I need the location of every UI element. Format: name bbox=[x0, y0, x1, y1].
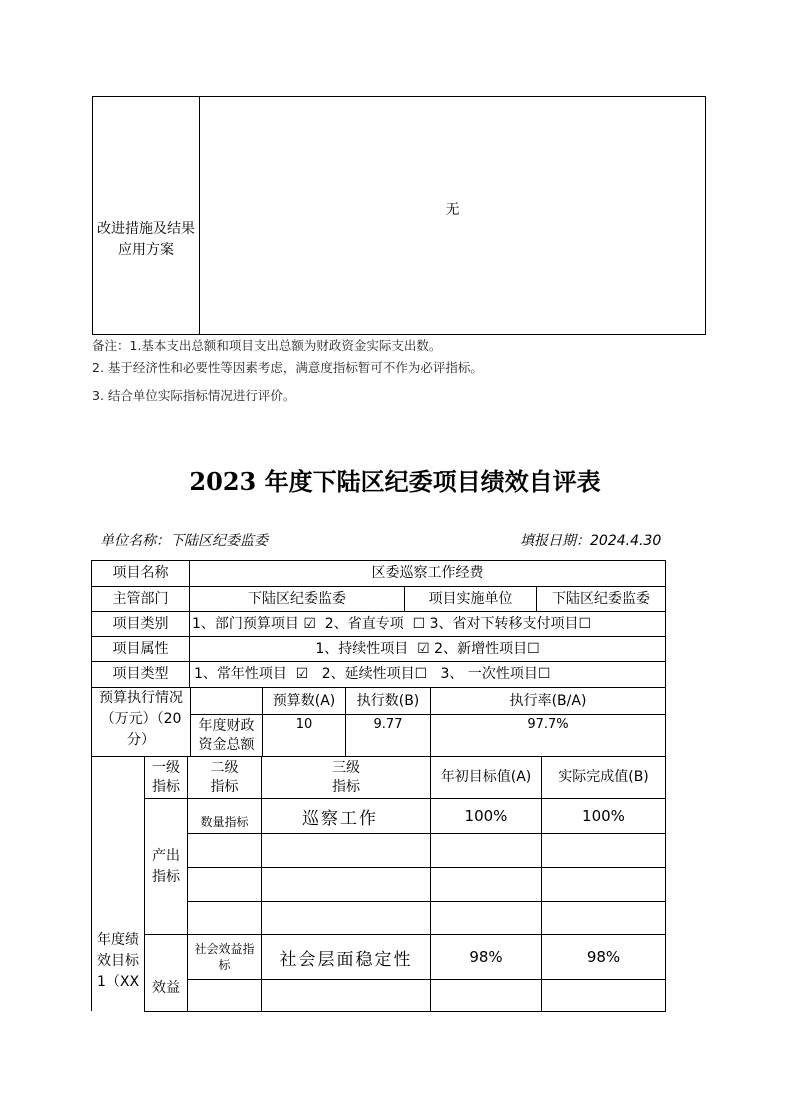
perf-h3-text: 三级指标 bbox=[332, 759, 360, 795]
perf-h1 bbox=[145, 757, 187, 798]
rate-value: 97.7% bbox=[527, 717, 569, 732]
perf-h2-text: 二级指标 bbox=[210, 759, 239, 795]
fill-date: 填报日期：2024.4.30 bbox=[520, 533, 662, 549]
perf-h3 bbox=[262, 757, 430, 798]
improvement-content-text: 无 bbox=[445, 201, 460, 218]
unit-name: 单位名称：下陆区纪委监委 bbox=[100, 533, 268, 549]
perf-h4-text: 年初目标值(A) bbox=[440, 769, 532, 785]
type-label: 项目类型 bbox=[112, 666, 169, 682]
dept-label: 主管部门 bbox=[112, 590, 169, 607]
perf-h5 bbox=[542, 757, 665, 798]
note-line-3: 3. 结合单位实际指标情况进行评价。 bbox=[92, 388, 296, 403]
qty-label: 数量指标 bbox=[200, 814, 249, 829]
page-title: 2023 年度下陆区纪委项目绩效自评表 bbox=[189, 467, 601, 496]
qty-actual: 100% bbox=[582, 806, 625, 825]
budget-value: 10 bbox=[295, 717, 313, 732]
project-name-value: 区委巡察工作经费 bbox=[371, 565, 484, 581]
budget-label bbox=[92, 688, 190, 756]
note-line-2: 2. 基于经济性和必要性等因素考虑，满意度指标暂可不作为必评指标。 bbox=[92, 360, 483, 375]
budget-row-label bbox=[191, 715, 262, 756]
qty-item: 巡察工作 bbox=[302, 808, 378, 829]
category-value: 1、部门预算项目 ☑ 2、省直专项 ☐ 3、省对下转移支付项目☐ bbox=[192, 615, 592, 632]
budget-col-rate: 执行率(B/A) bbox=[509, 692, 587, 709]
impl-label: 项目实施单位 bbox=[428, 590, 513, 607]
category-label: 项目类别 bbox=[112, 615, 169, 632]
improvement-content bbox=[200, 195, 705, 225]
goal-label bbox=[92, 918, 144, 1004]
budget-label-text: 预算执行情况（万元）（20分） bbox=[99, 690, 183, 748]
budget-col-budget: 预算数(A) bbox=[272, 692, 336, 709]
perf-h5-text: 实际完成值(B) bbox=[558, 769, 649, 785]
type-value: 1、常年性项目 ☑ 2、延续性项目☐ 3、 一次性项目☐ bbox=[194, 666, 551, 682]
perf-h1-text: 一级指标 bbox=[152, 759, 180, 795]
output-label-text: 产出指标 bbox=[152, 847, 180, 885]
output-label bbox=[145, 799, 187, 934]
improvement-label bbox=[93, 210, 199, 270]
social-target: 98% bbox=[469, 947, 503, 966]
improvement-label-text: 改进措施及结果应用方案 bbox=[97, 221, 195, 258]
impl-value: 下陆区纪委监委 bbox=[552, 590, 650, 607]
perf-h2 bbox=[188, 757, 261, 798]
attr-value: 1、持续性项目 ☑ 2、新增性项目☐ bbox=[315, 640, 540, 657]
social-label-text: 社会效益指标 bbox=[194, 942, 255, 972]
social-label bbox=[188, 935, 261, 979]
budget-col-exec: 执行数(B) bbox=[356, 692, 420, 709]
goal-label-text: 年度绩效目标1（XX bbox=[96, 931, 140, 990]
note-line-1: 备注：1.基本支出总额和项目支出总额为财政资金实际支出数。 bbox=[92, 338, 442, 353]
social-actual: 98% bbox=[586, 947, 621, 966]
attr-label: 项目属性 bbox=[112, 640, 169, 657]
budget-row-label-text: 年度财政资金总额 bbox=[198, 717, 255, 753]
project-name-label: 项目名称 bbox=[112, 565, 169, 581]
qty-target: 100% bbox=[464, 806, 508, 825]
perf-h4 bbox=[431, 757, 541, 798]
social-item: 社会层面稳定性 bbox=[279, 949, 413, 970]
benefit-label: 效益 bbox=[152, 979, 180, 996]
dept-value: 下陆区纪委监委 bbox=[248, 590, 346, 607]
exec-value: 9.77 bbox=[373, 717, 403, 732]
